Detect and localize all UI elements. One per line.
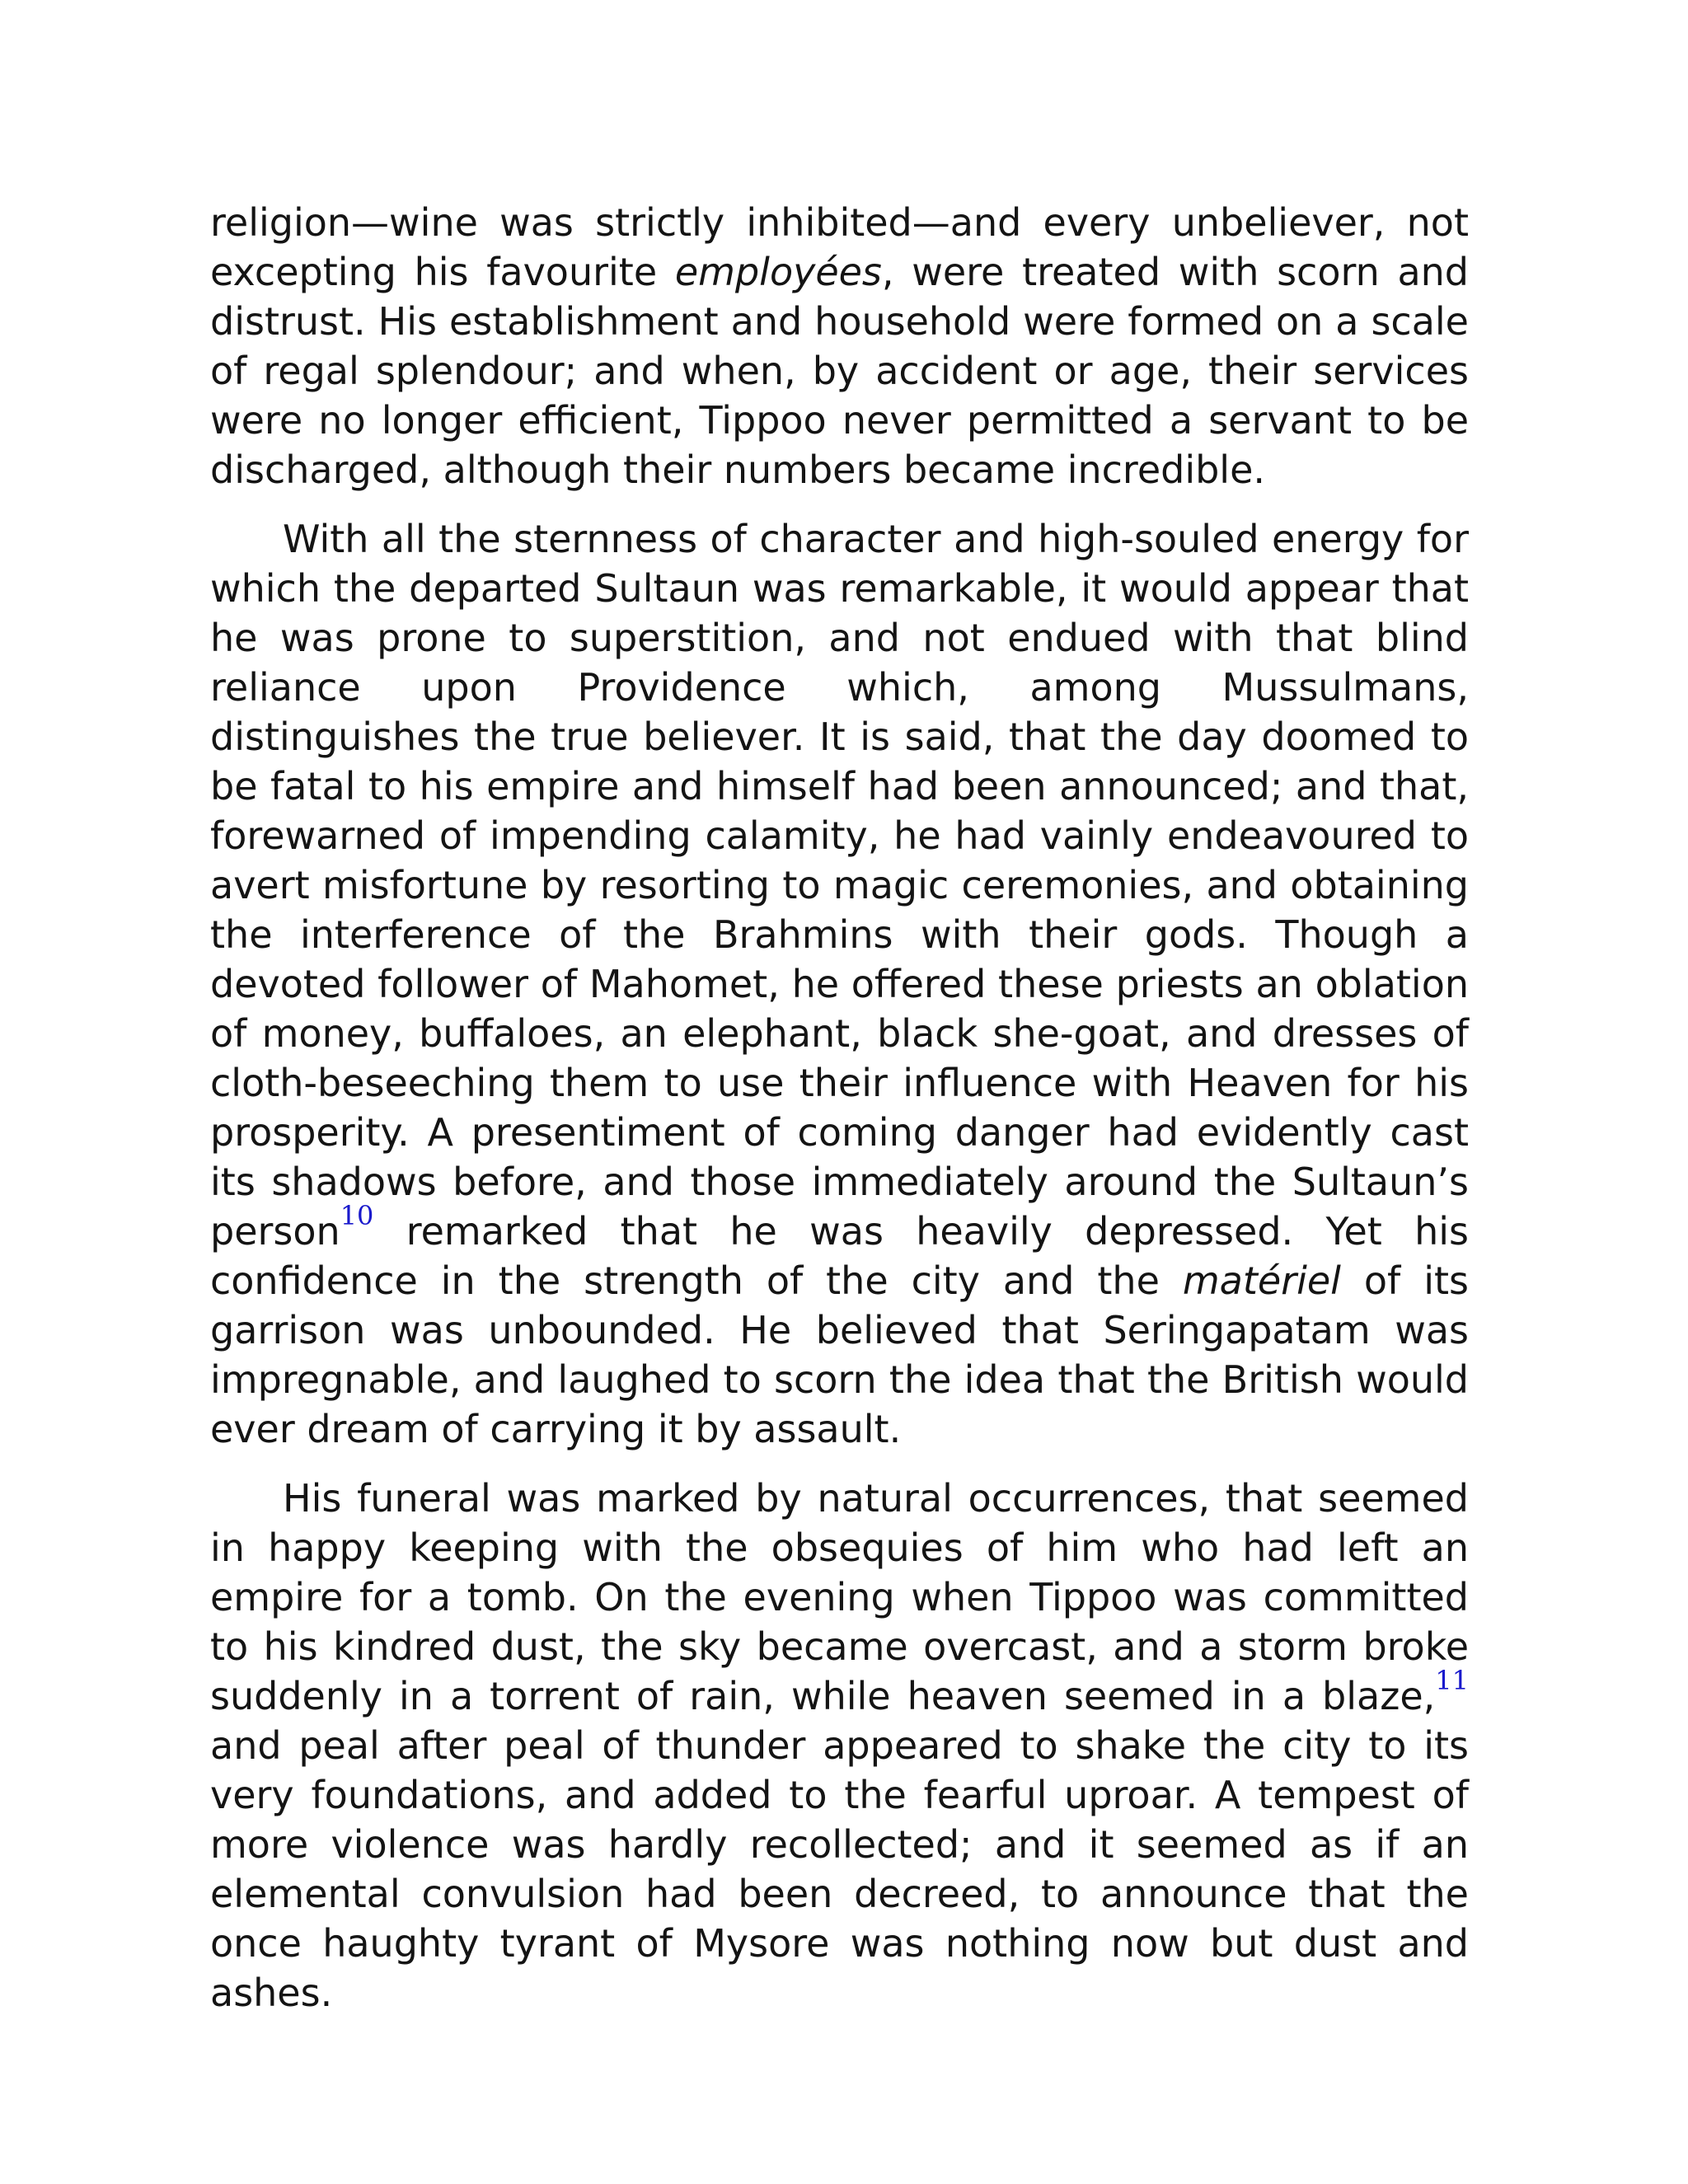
paragraph	[210, 514, 1469, 1454]
paragraph-text: and peal after peal of thunder appeared to shake the city to its very foundations, and added to the fearful uproar. A tempest of more violence was hardly recollected; and it seemed as if an elemental convulsion had been decreed, to announce that the once haughty tyrant of Mysore was nothing now but dust and ashes.	[210, 1723, 1469, 2015]
paragraph	[210, 198, 1469, 494]
page-body	[210, 198, 1469, 2037]
footnote-link-10[interactable]: 10	[340, 1200, 374, 1231]
paragraph	[210, 1474, 1469, 2018]
paragraph-text: , were treated with scorn and distrust. His establishment and household were formed on a scale of regal splendour; and when, by accident or age, their services were no longer efficient, Tippoo never permitted a servant to be discharged, although their numbers became incredible.	[210, 250, 1469, 492]
paragraph-text: With all the sternness of character and high-souled energy for which the departed Sultaun was remarkable, it would appear that he was prone to superstition, and not endued with that blind reliance upon Providence which, among Mussulmans, distinguishes the true believer. It is said, that the day doomed to be fatal to his empire and himself had been announced; and that, forewarned of impending calamity, he had vainly endeavoured to avert misfortune by resorting to magic ceremonies, and obtaining the interference of the Brahmins with their gods. Though a devoted follower of Mahomet, he offered these priests an oblation of money, buffaloes, an elephant, black she-goat, and dresses of cloth-beseeching them to use their influence with Heaven for his prosperity. A presentiment of coming danger had evidently cast its shadows before, and those immediately around the Sultaun’s person	[210, 517, 1469, 1254]
footnote-link-11[interactable]: 11	[1435, 1665, 1469, 1696]
paragraph-text: His funeral was marked by natural occurrences, that seemed in happy keeping with the obsequies of him who had left an empire for a tomb. On the evening when Tippoo was committed to his kindred dust, the sky became overcast, and a storm broke suddenly in a torrent of rain, while heaven seemed in a blaze,	[210, 1476, 1469, 1718]
paragraph-text: of its garrison was unbounded. He believed that Seringapatam was impregnable, and laughed to scorn the idea that the British would ever dream of carrying it by assault.	[210, 1258, 1469, 1451]
italic-term: matériel	[1182, 1258, 1341, 1303]
paragraph-text: religion—wine was strictly inhibited—and every unbeliever, not excepting his favourite	[210, 200, 1469, 294]
paragraph-text: remarked that he was heavily depressed. Yet his confidence in the strength of the city and the	[210, 1209, 1469, 1303]
italic-term: employées	[674, 250, 882, 294]
